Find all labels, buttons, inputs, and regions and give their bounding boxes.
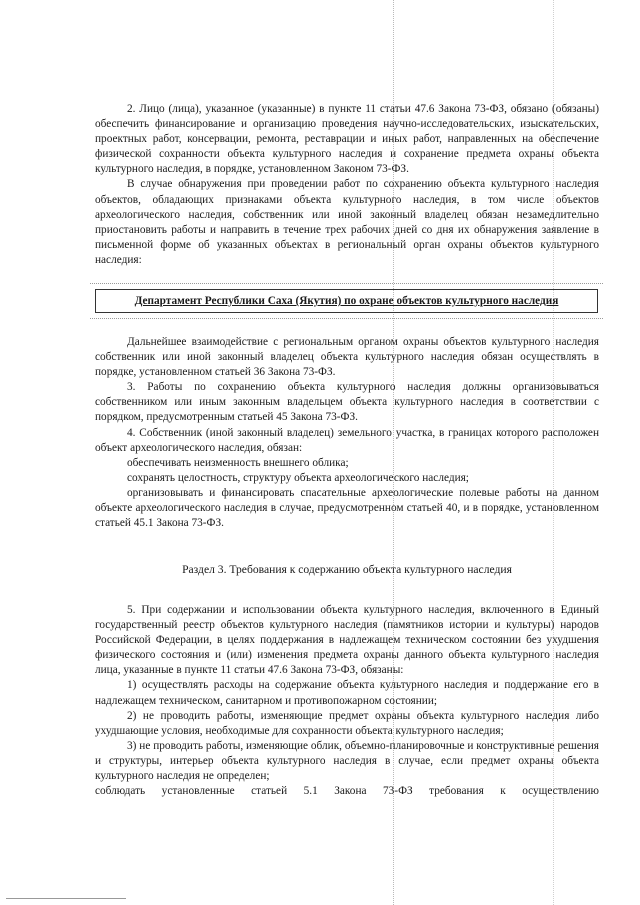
department-box [95, 289, 598, 313]
paragraph-obligation: сохранять целостность, структуру объекта археологического наследия; [127, 471, 469, 484]
paragraph-item-3: 3. Работы по сохранению объекта культурного наследия должны организовываться собственником или иным законным владельцем объекта культурного наследия в соответствии с порядком, предусмотренным статьей 45 Закона 73-ФЗ. [95, 381, 599, 424]
footnote-rule [6, 898, 126, 899]
paragraph-subitem-3: 3) не проводить работы, изменяющие облик, объемно-планировочные и конструктивные решения и структуры, интерьер объекта культурного наследия в случае, если предмет охраны объекта культурного наследия не определен; [95, 739, 599, 783]
paragraph-subitem-2: 2) не проводить работы, изменяющие предмет охраны объекта культурного наследия либо ухудшающие условия, необходимые для сохранности объекта культурного наследия; [95, 709, 599, 737]
paragraph-interaction: Дальнейшее взаимодействие с региональным органом охраны объектов культурного наследия собственник или иной законный владелец объекта культурного наследия обязан осуществлять в порядке, установленном статьей 36 Закона 73-ФЗ. [95, 336, 599, 379]
paragraph-continuation: соблюдать установленные статьей 5.1 Закона 73-ФЗ требования к осуществлению [95, 785, 599, 798]
paragraph-item-5: 5. При содержании и использовании объекта культурного наследия, включенного в Единый государственный реестр объектов культурного наследия (памятников истории и культуры) народов Российской Федерации, в целях поддержания в надлежащем техническом состоянии без ухудшения физического состояния и (или) изменения предмета охраны данного объекта культурного наследия лица, указанные в пункте 11 статьи 47.6 Закона 73-ФЗ, обязаны: [95, 604, 599, 677]
bottom-text-block [95, 603, 599, 799]
middle-text-block [95, 335, 599, 531]
paragraph-subitem-1: 1) осуществлять расходы на содержание объекта культурного наследия и поддержание его в надлежащем техническом, санитарном и противопожарном состоянии; [95, 679, 599, 707]
paragraph-item-2: 2. Лицо (лица), указанное (указанные) в пункте 11 статьи 47.6 Закона 73-ФЗ, обязано (обязаны) обеспечить финансирование и организацию проведения научно-исследовательских, изыскательских, проектных работ, консервации, ремонта, реставрации и иных работ, направленных на обеспечение физической сохранности объекта культурного наследия и сохранение предмета охраны объекта культурного наследия, в порядке, установленном Законом 73-ФЗ. [95, 103, 599, 176]
section-title: Раздел 3. Требования к содержанию объекта культурного наследия [182, 563, 512, 576]
top-text-block [95, 102, 599, 268]
paragraph-item-4: 4. Собственник (иной законный владелец) земельного участка, в границах которого расположен объект археологического наследия, обязан: [95, 426, 599, 454]
paragraph-obligation: обеспечивать неизменность внешнего облика; [127, 456, 349, 469]
paragraph-obligation: организовывать и финансировать спасательные археологические полевые работы на данном объекте археологического наследия в случае, предусмотренном статьей 40, и в порядке, установленном статьей 45.1 Закона 73-ФЗ. [95, 486, 599, 530]
department-name: Департамент Республики Саха (Якутия) по охране объектов культурного наследия [134, 295, 559, 307]
paragraph-discovery: В случае обнаружения при проведении работ по сохранению объекта культурного наследия объектов, обладающих признаками объекта культурного наследия, в том числе объектов археологического наследия, собственник или иной законный владелец обязан незамедлительно приостановить работы и направить в течение трех рабочих дней со дня их обнаружения заявление в письменной форме об указанных объектах в региональный орган охраны объектов культурного наследия: [95, 178, 599, 266]
